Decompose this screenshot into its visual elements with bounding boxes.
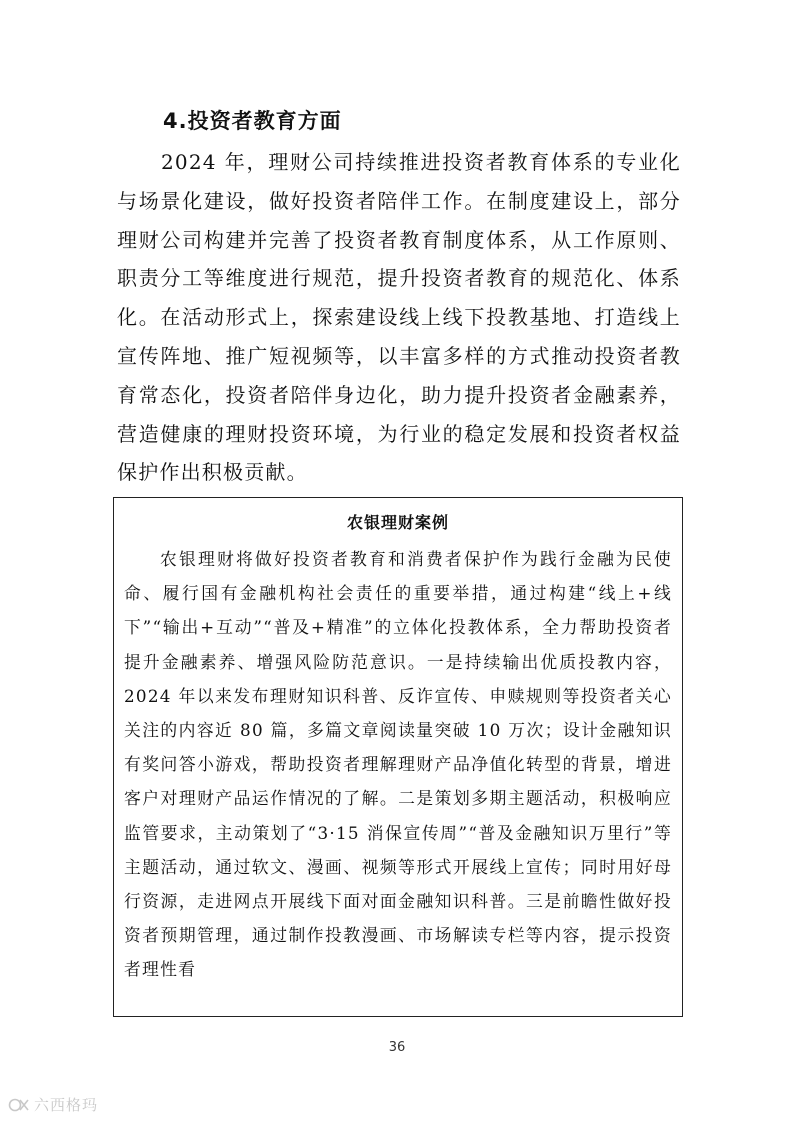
- page-number: 36: [388, 1040, 406, 1055]
- watermark-logo-icon: [8, 1097, 30, 1113]
- watermark: [8, 1094, 98, 1115]
- case-paragraph: 农银理财将做好投资者教育和消费者保护作为践行金融为民使命、履行国有金融机构社会责任的重要举措，通过构建“线上+线下”“输出+互动”“普及+精准”的立体化投教体系，全力帮助投资者提升金融素养、增强风险防范意识。一是持续输出优质投教内容，2024 年以来发布理财知识科普、反诈宣传、申赎规则等投资者关心关注的内容近 80 篇，多篇文章阅读量突破 10 万次；设计金融知识有奖问答小游戏，帮助投资者理解理财产品净值化转型的背景，增进客户对理财产品运作情况的了解。二是策划多期主题活动，积极响应监管要求，主动策划了“3·15 消保宣传周”“普及金融知识万里行”等主题活动，通过软文、漫画、视频等形式开展线上宣传；同时用好母行资源，走进网点开展线下面对面金融知识科普。三是前瞻性做好投资者预期管理，通过制作投教漫画、市场解读专栏等内容，提示投资者理性看: [124, 549, 672, 980]
- section-heading: 4.投资者教育方面: [163, 109, 342, 133]
- case-title: 农银理财案例: [346, 513, 449, 532]
- section-paragraph: 2024 年，理财公司持续推进投资者教育体系的专业化与场景化建设，做好投资者陪伴工作。在制度建设上，部分理财公司构建并完善了投资者教育制度体系，从工作原则、职责分工等维度进行规范，提升投资者教育的规范化、体系化。在活动形式上，探索建设线上线下投教基地、打造线上宣传阵地、推广短视频等，以丰富多样的方式推动投资者教育常态化，投资者陪伴身边化，助力提升投资者金融素养，营造健康的理财投资环境，为行业的稳定发展和投资者权益保护作出积极贡献。: [117, 150, 681, 485]
- case-box: [113, 497, 683, 1017]
- watermark-text: 六西格玛: [34, 1096, 99, 1114]
